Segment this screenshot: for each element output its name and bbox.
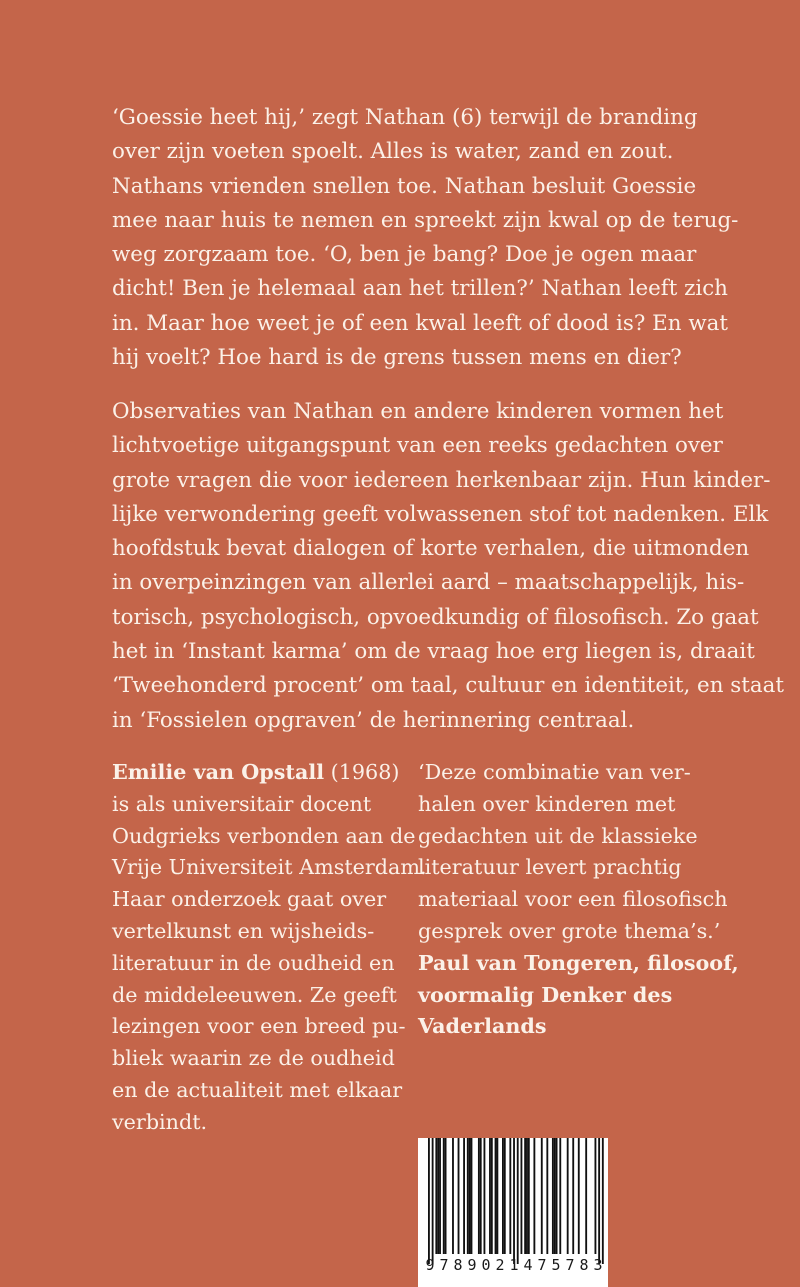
quote-line: materiaal voor een filosofisch bbox=[418, 887, 728, 912]
barcode-bar bbox=[528, 1138, 530, 1254]
barcode-bar bbox=[578, 1138, 580, 1254]
author-name: Emilie van Opstall bbox=[112, 760, 325, 784]
barcode-bar bbox=[533, 1138, 535, 1254]
author-bio bbox=[112, 757, 427, 1139]
barcode-bar bbox=[556, 1138, 558, 1254]
barcode-bar bbox=[437, 1138, 439, 1254]
barcode-bar bbox=[554, 1138, 556, 1254]
barcode-bar bbox=[524, 1138, 526, 1254]
barcode-bar bbox=[467, 1138, 469, 1254]
text-line: ‘Goessie heet hij,’ zegt Nathan (6) terwijl de branding bbox=[112, 105, 698, 130]
barcode-bar bbox=[595, 1138, 597, 1254]
isbn-digit: 9 bbox=[425, 1256, 435, 1274]
barcode-bar bbox=[526, 1138, 528, 1254]
isbn-digit: 9 bbox=[467, 1256, 477, 1274]
barcode-bar bbox=[552, 1138, 554, 1254]
text-line: hij voelt? Hoe hard is de grens tussen mens en dier? bbox=[112, 345, 682, 371]
quote-line: gedachten uit de klassieke bbox=[418, 823, 698, 848]
quote-attribution: Vaderlands bbox=[418, 1014, 547, 1039]
barcode-bar bbox=[489, 1138, 491, 1254]
quote-attribution: Paul van Tongeren, filosoof, bbox=[418, 950, 739, 975]
text-line: torisch, psychologisch, opvoedkundig of filosofisch. Zo gaat bbox=[112, 604, 759, 630]
isbn-digit: 7 bbox=[537, 1256, 547, 1274]
barcode-bar bbox=[546, 1138, 548, 1254]
text-line: literatuur in de oudheid en bbox=[112, 950, 395, 975]
barcode-bar bbox=[513, 1138, 515, 1264]
barcode-bar bbox=[491, 1138, 493, 1254]
barcode-bar bbox=[496, 1138, 498, 1254]
isbn-digit: 8 bbox=[453, 1256, 463, 1274]
quote-line: ‘Deze combinatie van ver- bbox=[418, 760, 691, 784]
isbn-barcode bbox=[418, 1138, 608, 1287]
isbn-digit: 5 bbox=[551, 1256, 561, 1274]
text-line: Oudgrieks verbonden aan de bbox=[112, 823, 416, 848]
isbn-digit: 8 bbox=[579, 1256, 589, 1274]
barcode-bar bbox=[567, 1138, 569, 1254]
text-line: is als universitair docent bbox=[112, 791, 372, 816]
author-birth-year: (1968) bbox=[324, 760, 400, 784]
barcode-bar bbox=[445, 1138, 447, 1254]
text-line: Vrije Universiteit Amsterdam. bbox=[112, 855, 427, 880]
text-line: verbindt. bbox=[112, 1109, 208, 1134]
barcode-bar bbox=[559, 1138, 561, 1254]
isbn-digit: 1 bbox=[509, 1256, 519, 1274]
blurb-paragraph-2 bbox=[112, 395, 784, 738]
isbn-digit: 0 bbox=[481, 1256, 491, 1274]
text-line: lezingen voor een breed pu- bbox=[112, 1014, 406, 1039]
text-line: mee naar huis te nemen en spreekt zijn kwal op de terug- bbox=[112, 207, 739, 233]
blurb-paragraph-1 bbox=[112, 101, 762, 375]
endorsement-quote bbox=[418, 757, 768, 1043]
text-line: lijke verwondering geeft volwassenen stof tot nadenken. Elk bbox=[112, 501, 769, 527]
barcode-bar bbox=[509, 1138, 511, 1254]
barcode-bar bbox=[598, 1138, 600, 1264]
text-line: hoofdstuk bevat dialogen of korte verhalen, die uitmonden bbox=[112, 536, 750, 562]
isbn-digit: 3 bbox=[593, 1256, 603, 1274]
isbn-digit: 4 bbox=[523, 1256, 533, 1274]
barcode-bar bbox=[517, 1138, 519, 1264]
text-line: lichtvoetige uitgangspunt van een reeks gedachten over bbox=[112, 433, 723, 459]
text-line: vertelkunst en wijsheids- bbox=[112, 918, 375, 943]
text-line: Observaties van Nathan en andere kinderen vormen het bbox=[112, 399, 724, 424]
barcode-bar bbox=[439, 1138, 441, 1254]
barcode-bar bbox=[495, 1138, 497, 1254]
text-line: ‘Tweehonderd procent’ om taal, cultuur en identiteit, en staat bbox=[112, 673, 784, 699]
isbn-digit: 2 bbox=[495, 1256, 505, 1274]
barcode-bar bbox=[504, 1138, 506, 1254]
quote-line: gesprek over grote thema’s.’ bbox=[418, 918, 721, 943]
text-line: en de actualiteit met elkaar bbox=[112, 1077, 403, 1102]
barcode-bar bbox=[469, 1138, 471, 1254]
barcode-bar bbox=[443, 1138, 445, 1254]
barcode-bar bbox=[428, 1138, 430, 1264]
barcode-bar bbox=[484, 1138, 486, 1254]
text-line: Nathans vrienden snellen toe. Nathan besluit Goessie bbox=[112, 173, 697, 199]
barcode-bar bbox=[471, 1138, 473, 1254]
isbn-digits bbox=[424, 1256, 604, 1274]
text-line: bliek waarin ze de oudheid bbox=[112, 1046, 395, 1071]
barcode-bar bbox=[541, 1138, 543, 1254]
text-line: grote vragen die voor iedereen herkenbaar zijn. Hun kinder- bbox=[112, 467, 771, 493]
text-line: in overpeinzingen van allerlei aard – maatschappelijk, his- bbox=[112, 570, 745, 596]
text-line: het in ‘Instant karma’ om de vraag hoe erg liegen is, draait bbox=[112, 639, 755, 665]
text-line: over zijn voeten spoelt. Alles is water, zand en zout. bbox=[112, 139, 674, 165]
text-line: weg zorgzaam toe. ‘O, ben je bang? Doe je ogen maar bbox=[112, 242, 697, 268]
barcode-bar bbox=[585, 1138, 587, 1254]
barcode-bar bbox=[478, 1138, 480, 1254]
barcode-bar bbox=[521, 1138, 523, 1254]
bio-heading bbox=[112, 757, 412, 789]
text-line: in ‘Fossielen opgraven’ de herinnering centraal. bbox=[112, 707, 635, 733]
quote-line: halen over kinderen met bbox=[418, 791, 676, 816]
barcode-bar bbox=[502, 1138, 504, 1254]
barcode-bar bbox=[458, 1138, 460, 1254]
quote-attribution: voormalig Denker des bbox=[418, 982, 673, 1007]
isbn-digit: 7 bbox=[439, 1256, 449, 1274]
barcode-bar bbox=[435, 1138, 437, 1254]
barcode-bar bbox=[432, 1138, 434, 1264]
text-line: dicht! Ben je helemaal aan het trillen?’ Nathan leeft zich bbox=[112, 276, 728, 302]
barcode-bar bbox=[463, 1138, 465, 1254]
barcode-bar bbox=[602, 1138, 604, 1264]
text-line: in. Maar hoe weet je of een kwal leeft of dood is? En wat bbox=[112, 310, 728, 336]
barcode-bar bbox=[452, 1138, 454, 1254]
isbn-digit: 7 bbox=[565, 1256, 575, 1274]
text-line: de middeleeuwen. Ze geeft bbox=[112, 982, 397, 1007]
text-line: Haar onderzoek gaat over bbox=[112, 887, 387, 912]
barcode-bar bbox=[572, 1138, 574, 1254]
barcode-bar bbox=[480, 1138, 482, 1254]
quote-line: literatuur levert prachtig bbox=[418, 855, 682, 880]
